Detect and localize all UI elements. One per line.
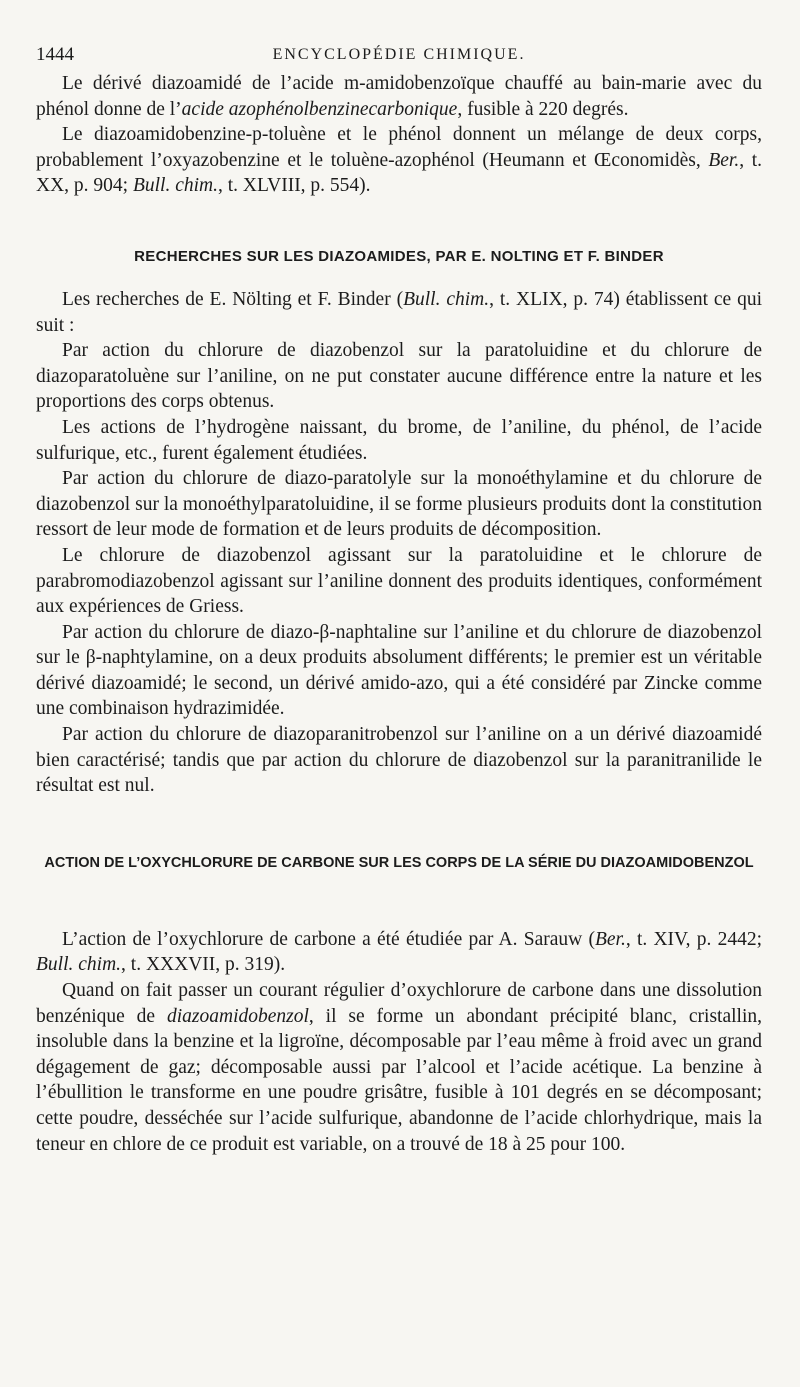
page-header <box>36 44 762 72</box>
paragraph-11: Quand on fait passer un courant régulier d’oxychlorure de carbone dans une dissolution benzénique de diazoamidobenzol, il se forme un abondant précipité blanc, cristallin, insoluble dans la benzine et la ligroïne, décomposable par l’eau même à froid avec un grand dégagement de gaz; décomposable aussi par l’alcool et l’acide acétique. La benzine à l’ébullition le transforme en une poudre grisâtre, fusible à 101 degrés en se décomposant; cette poudre, desséchée sur l’acide sulfurique, abandonne de l’acide chlorhydrique, mais la teneur en chlore de ce produit est variable, on a trouvé de 18 à 25 pour 100. <box>36 980 762 1155</box>
paragraph-3: Les recherches de E. Nölting et F. Binder (Bull. chim., t. XLIX, p. 74) établissent ce qui suit : <box>36 288 762 336</box>
paragraph-6: Par action du chlorure de diazo-paratolyle sur la monoéthylamine et du chlorure de diazobenzol sur la monoéthylparatoluidine, il se forme plusieurs produits dont la constitution ressort de leur mode de formation et de leurs produits de décomposition. <box>36 468 762 541</box>
paragraph-8: Par action du chlorure de diazo-β-naphtaline sur l’aniline et du chlorure de diazobenzol sur le β-naphtylamine, on a deux produits absolument différents; le premier est un véritable dérivé diazoamidé; le second, un dérivé amido-azo, qui a été considéré par Zincke comme une combinaison hydrazimidée. <box>36 621 762 720</box>
paragraph-9: Par action du chlorure de diazoparanitrobenzol sur l’aniline on a un dérivé diazoamidé bien caractérisé; tandis que par action du chlorure de diazobenzol sur la paranitranilide le résultat est nul. <box>36 724 762 797</box>
section-heading-oxychlorure: ACTION DE L’OXYCHLORURE DE CARBONE SUR LES CORPS DE LA SÉRIE DU DIAZOAMIDOBENZOL <box>44 854 754 871</box>
paragraph-7: Le chlorure de diazobenzol agissant sur la paratoluidine et le chlorure de parabromodiazobenzol agissant sur l’aniline donnent des produits identiques, conformément aux expériences de Griess. <box>36 544 762 618</box>
paragraph-4: Par action du chlorure de diazobenzol sur la paratoluidine et du chlorure de diazoparatoluène sur l’aniline, on ne put constater aucune différence entre la nature et les proportions des corps obtenus. <box>36 340 762 413</box>
section-heading-diazoamides: RECHERCHES SUR LES DIAZOAMIDES, PAR E. NOLTING ET F. BINDER <box>134 247 664 265</box>
paragraph-2: Le diazoamidobenzine-p-toluène et le phénol donnent un mélange de deux corps, probablement l’oxyazobenzine et le toluène-azophénol (Heumann et Œconomidès, Ber., t. XX, p. 904; Bull. chim., t. XLVIII, p. 554). <box>36 124 762 197</box>
page-body <box>36 71 762 1157</box>
paragraph-1: Le dérivé diazoamidé de l’acide m-amidobenzoïque chauffé au bain-marie avec du phénol donne de l’acide azophénolbenzinecarbonique, fusible à 220 degrés. <box>36 73 762 120</box>
page-number: 1444 <box>36 44 74 65</box>
running-title: ENCYCLOPÉDIE CHIMIQUE. <box>272 46 526 63</box>
paragraph-10: L’action de l’oxychlorure de carbone a été étudiée par A. Sarauw (Ber., t. XIV, p. 2442; Bull. chim., t. XXXVII, p. 319). <box>36 928 763 976</box>
paragraph-5: Les actions de l’hydrogène naissant, du brome, de l’aniline, du phénol, de l’acide sulfurique, etc., furent également étudiées. <box>36 416 762 464</box>
